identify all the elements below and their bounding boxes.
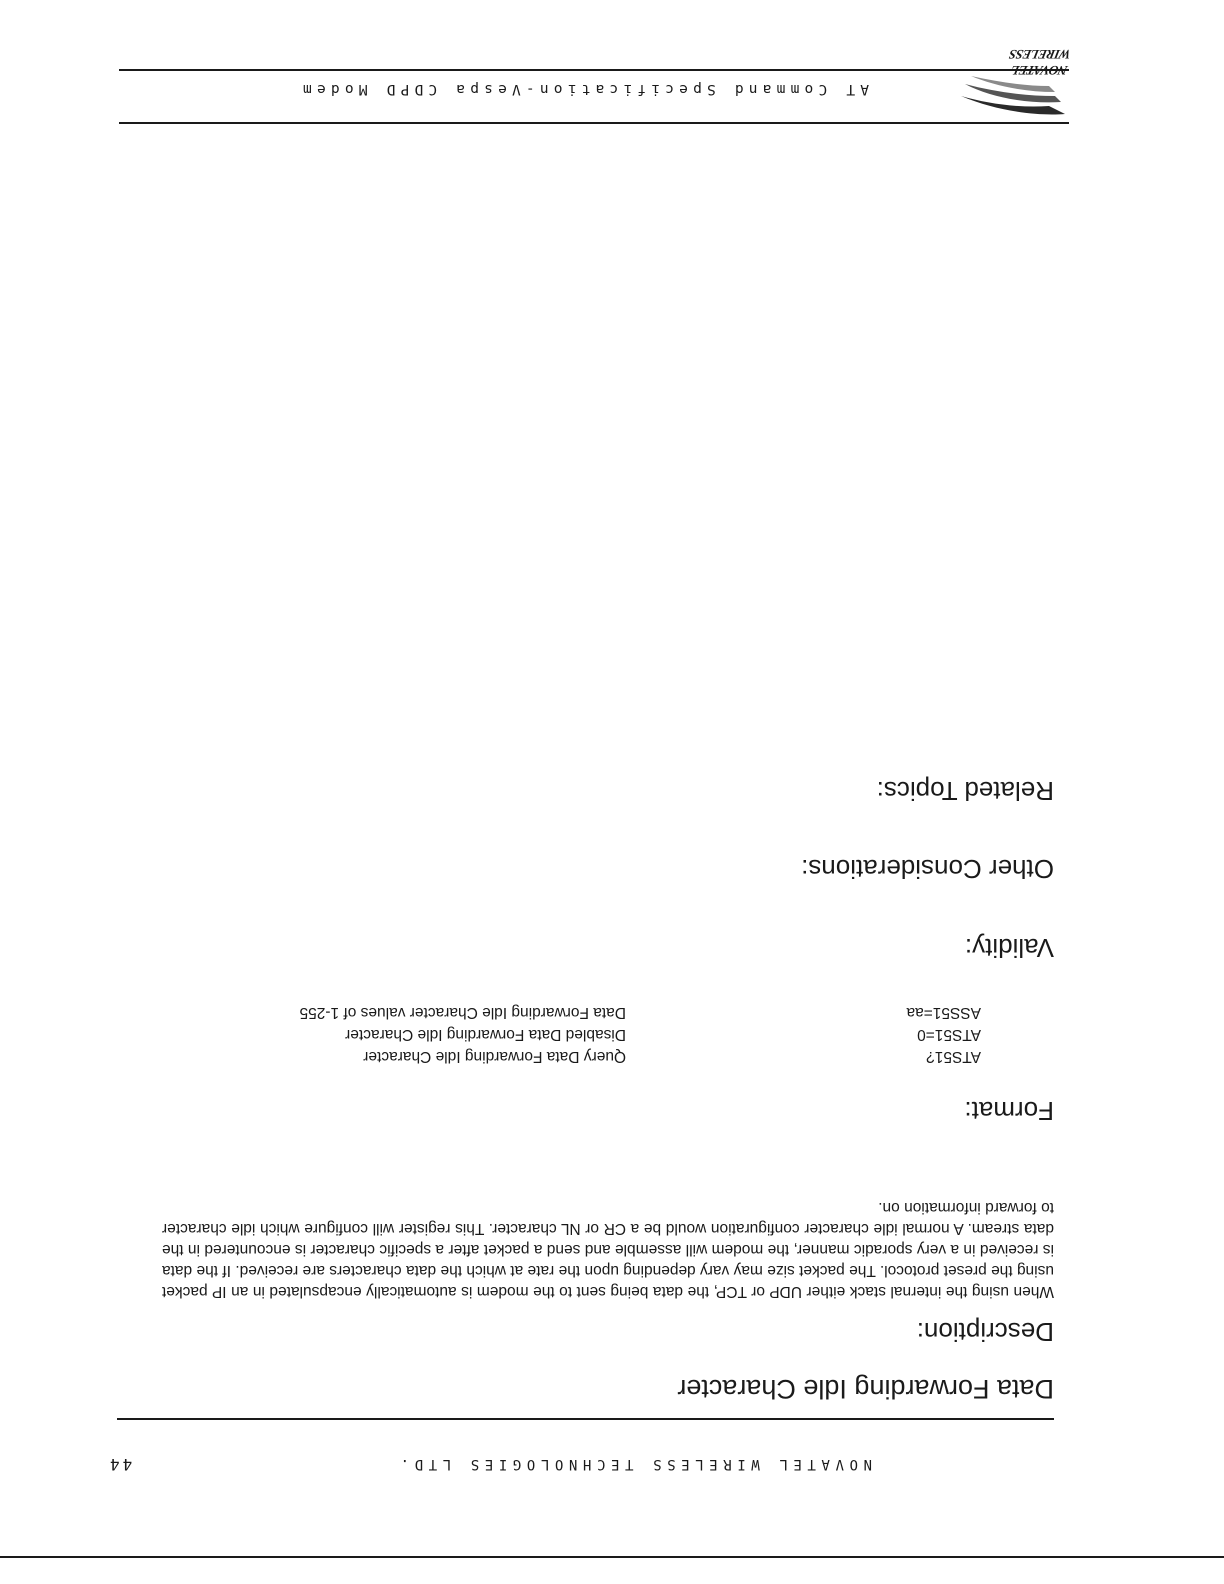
footer-company: NOVATEL WIRELESS TECHNOLOGIES LTD.: [395, 1456, 872, 1472]
validity-heading: Validity:: [964, 933, 1054, 963]
scan-edge-line: [0, 1556, 1224, 1558]
running-title: AT Command Specification-Vespa CDPD Modem: [297, 81, 869, 97]
format-heading: Format:: [964, 1096, 1054, 1126]
format-command: ASS51=aa: [906, 1004, 981, 1021]
format-description: Data Forwarding Idle Character values of 1-255: [299, 1004, 626, 1021]
related-topics-heading: Related Topics:: [876, 776, 1054, 806]
page-title: Data Forwarding Idle Character: [677, 1374, 1054, 1404]
format-description: Query Data Forwarding Idle Character: [363, 1048, 626, 1065]
title-rule: [117, 1418, 1054, 1420]
brand-name: WIRELESS: [1007, 47, 1073, 62]
header-rule-top: [119, 122, 1069, 124]
format-command: ATS51=0: [917, 1026, 981, 1043]
header-rule-bottom: [119, 69, 1069, 71]
format-description: Disabled Data Forwarding Idle Character: [345, 1026, 626, 1043]
format-command: ATS51?: [926, 1048, 981, 1065]
description-paragraph: When using the internal stack either UDP or TCP, the data being sent to the modem is automatically encapsulated in an IP packet using the preset protocol. The packet size may vary depending upon the rate at which the data characters are received. If the data is received in a very sporadic manner, the modem will assemble and send a packet after a specific character is encountered in the data stream. A normal idle character configuration would be a CR or NL character. This register will configure which idle character to forward information on.: [162, 1199, 1054, 1300]
description-heading: Description:: [916, 1317, 1054, 1347]
page-number: 44: [107, 1455, 133, 1474]
other-considerations-heading: Other Considerations:: [801, 854, 1054, 884]
